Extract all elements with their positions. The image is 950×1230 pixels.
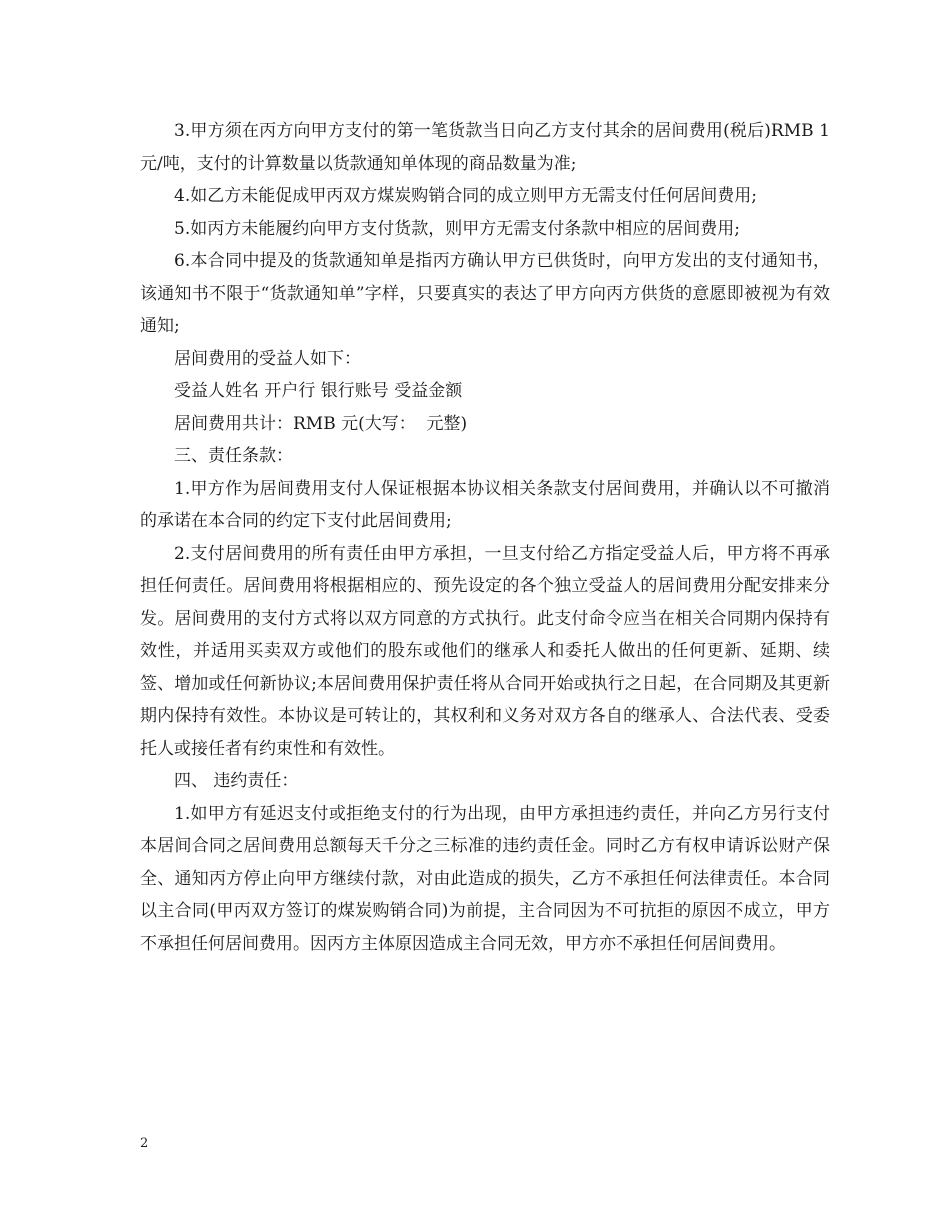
- section-heading-responsibility: 三、责任条款：: [174, 446, 293, 466]
- responsibility-clause-2: 2.支付居间费用的所有责任由甲方承担，一旦支付给乙方指定受益人后，甲方将不再承担任何责任。居间费用将根据相应的、预先设定的各个独立受益人的居间费用分配安排来分发。居间费用的支付方式将以双方同意的方式执行。此支付命令应当在相关合同期内保持有效性，并适用买卖双方或他们的股东或他们的继承人和委托人做出的任何更新、延期、续签、增加或任何新协议;本居间费用保护责任将从合同开始或执行之日起，在合同期及其更新期内保持有效性。本协议是可转让的，其权利和义务对双方各自的继承人、合法代表、受委托人或接任者有约束性和有效性。: [140, 543, 830, 759]
- fee-total: 居间费用共计：RMB 元(大写： 元整): [174, 413, 468, 434]
- page-number: 2: [140, 1136, 149, 1151]
- clause-3-payment-timing: 3.甲方须在丙方向甲方支付的第一笔货款当日向乙方支付其余的居间费用(税后)RMB 1 元/吨，支付的计算数量以货款通知单体现的商品数量为准;: [140, 121, 836, 174]
- document-body: [140, 115, 836, 960]
- beneficiary-heading: 居间费用的受益人如下：: [174, 348, 361, 369]
- clause-5-no-payment: 5.如丙方未能履约向甲方支付货款，则甲方无需支付条款中相应的居间费用;: [174, 218, 740, 239]
- clause-6-payment-notice: 6.本合同中提及的货款通知单是指丙方确认甲方已供货时，向甲方发出的支付通知书，该通知书不限于“货款通知单”字样，只要真实的表达了甲方向丙方供货的意愿即被视为有效通知;: [140, 251, 830, 336]
- responsibility-clause-1: 1.甲方作为居间费用支付人保证根据本协议相关条款支付居间费用，并确认以不可撤消的承诺在本合同的约定下支付此居间费用;: [140, 478, 830, 531]
- beneficiary-fields: 受益人姓名 开户行 银行账号 受益金额: [174, 381, 463, 401]
- section-heading-breach: 四、 违约责任：: [174, 771, 299, 791]
- breach-clause-1: 1.如甲方有延迟支付或拒绝支付的行为出现，由甲方承担违约责任，并向乙方另行支付本居间合同之居间费用总额每天千分之三标准的违约责任金。同时乙方有权申请诉讼财产保全、通知丙方停止向甲方继续付款，对由此造成的损失，乙方不承担任何法律责任。本合同以主合同(甲丙双方签订的煤炭购销合同)为前提，主合同因为不可抗拒的原因不成立，甲方不承担任何居间费用。因丙方主体原因造成主合同无效，甲方亦不承担任何居间费用。: [140, 803, 830, 954]
- clause-4-no-contract: 4.如乙方未能促成甲丙双方煤炭购销合同的成立则甲方无需支付任何居间费用;: [174, 186, 757, 206]
